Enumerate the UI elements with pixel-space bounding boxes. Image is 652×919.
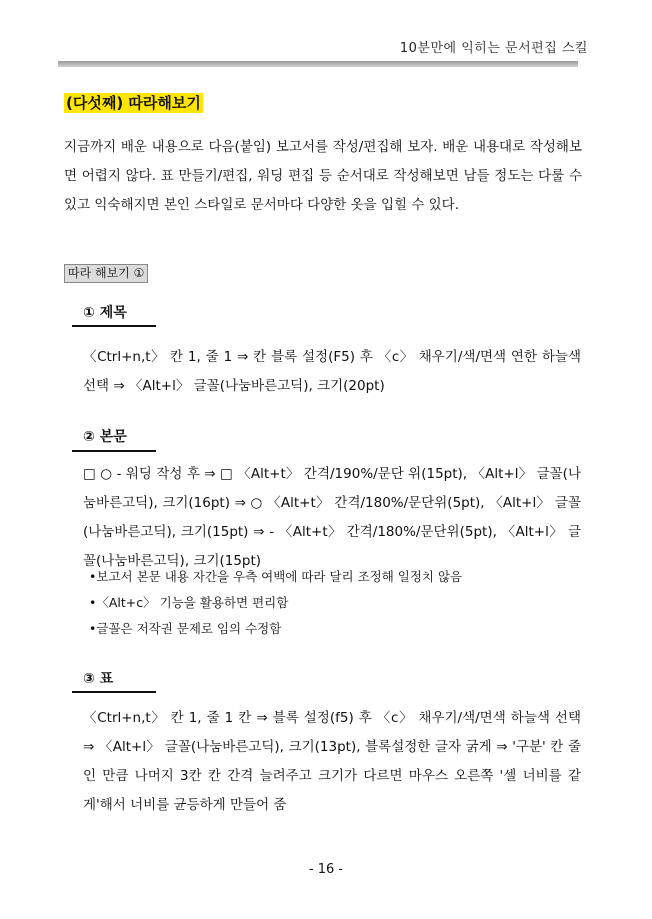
page-number: - 16 - [308,862,344,877]
step-table-text: 〈Ctrl+n,t〉 칸 1, 줄 1 칸 ⇒ 블록 설정(f5) 후 〈c〉 채우기/색/면색 하늘색 선택 ⇒ 〈Alt+l〉 글꼴(나눔바른고딕), 크기(13pt), 블록설정한 글자 굵게 ⇒ '구분' 칸 줄인 만큼 나머지 3칸 칸 간격 늘려주고 크기가 다르면 마우스 오른쪽 '셀 너비를 같게'해서 너비를 균등하게 만들어 줌 [83,710,581,813]
header-title: 10분만에 익히는 문서편집 스킬 [399,41,588,56]
step-body-heading: ② 본문 [83,429,127,445]
step-body-rule [72,450,156,452]
step-title-heading: ① 제목 [83,305,127,321]
follow-along-label: 따라 해보기 ① [64,264,148,283]
step-table-heading: ③ 표 [83,671,114,687]
step-title-rule [72,325,156,327]
intro-paragraph: 지금까지 배운 내용으로 다음(붙임) 보고서를 작성/편집해 보자. 배운 내용대로 작성해보면 어렵지 않다. 표 만들기/편집, 워딩 편집 등 순서대로 작성해보면 남들 정도는 다룰 수 있고 익숙해지면 본인 스타일로 문서마다 다양한 옷을 입힐 수 있다. [64,139,582,213]
note-item: •보고서 본문 내용 자간을 우측 여백에 따라 달리 조정해 일정치 않음 [89,569,463,584]
step-body-notes [89,564,581,642]
step-table-rule [72,691,156,693]
note-item: •글꼴은 저작권 문제로 임의 수정함 [89,621,282,636]
header-rule [58,61,578,67]
section-heading: (다섯째) 따라해보기 [66,94,201,112]
step-title-text: 〈Ctrl+n,t〉 칸 1, 줄 1 ⇒ 칸 블록 설정(F5) 후 〈c〉 채우기/색/면색 연한 하늘색 선택 ⇒ 〈Alt+l〉 글꼴(나눔바른고딕), 크기(20pt) [83,349,581,394]
note-item: •〈Alt+c〉 기능을 활용하면 편리함 [89,595,289,610]
step-body-text: □ ○ - 워딩 작성 후 ⇒ □ 〈Alt+t〉 간격/190%/문단 위(15pt), 〈Alt+l〉 글꼴(나눔바른고딕), 크기(16pt) ⇒ ○ 〈Alt+t〉 간격/180%/문단위(5pt), 〈Alt+l〉 글꼴(나눔바른고딕), 크기(15pt) ⇒ - 〈Alt+t〉 간격/180%/문단위(5pt), 〈Alt+l〉 글꼴(나눔바른고딕), 크기(15pt) [83,466,581,569]
